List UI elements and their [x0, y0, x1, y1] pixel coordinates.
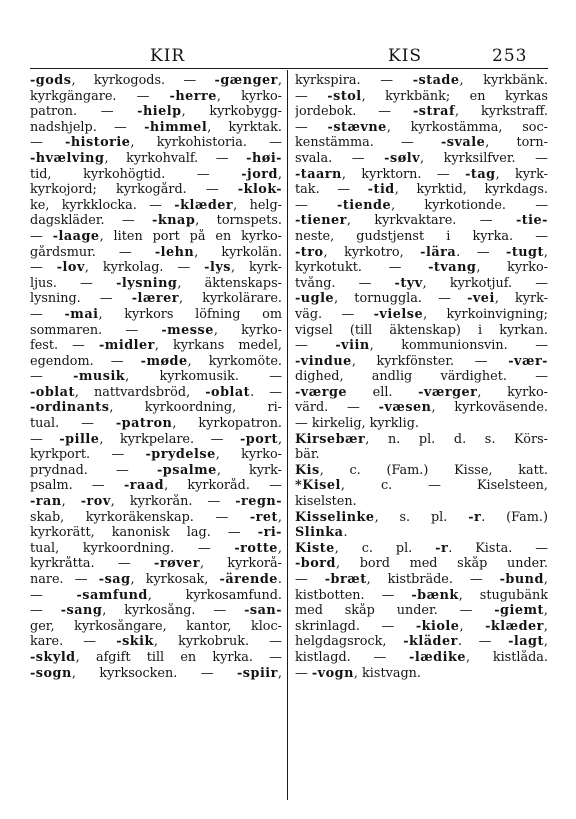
headword: -værger	[418, 384, 478, 400]
entry-line: Kis, c. (Fam.) Kisse, katt.	[295, 462, 548, 478]
headword: -hvælving	[30, 150, 105, 166]
entry-line: — -samfund, kyrkosamfund.	[30, 587, 282, 603]
entry-line: -tiener, kyrkvaktare. — -tie-	[295, 213, 548, 229]
headword: -tiende	[337, 197, 392, 213]
headword: -stævne	[327, 119, 387, 135]
headword: -samfund	[76, 587, 148, 603]
entry-line: kenstämma. — -svale, torn-	[295, 135, 548, 151]
entry-line: nare. — -sag, kyrkosak, -ärende.	[30, 572, 282, 587]
headword: -lædike	[409, 649, 466, 665]
entry-line: fest. — -midler, kyrkans medel,	[30, 338, 282, 354]
headword: Kiste	[295, 540, 335, 556]
headword: -pille	[59, 431, 100, 447]
header-rule	[30, 68, 548, 69]
entry-line: kyrkråtta. — -røver, kyrkorå-	[30, 556, 282, 572]
entry-line: tid, kyrkohögtid. — -jord,	[30, 166, 282, 182]
entry-line: helgdagsrock, -kläder. — -lagt,	[295, 634, 548, 650]
headword: -messe	[161, 322, 214, 338]
headword: -ärende	[219, 572, 278, 587]
entry-line: tual. — -patron, kyrkopatron.	[30, 416, 282, 432]
headword: -knap	[152, 213, 196, 229]
entry-line: — -tiende, kyrkotionde. —	[295, 197, 548, 213]
entry-line: -gods, kyrkogods. — -gænger,	[30, 73, 282, 88]
entry-line: ger, kyrkosångare, kantor, kloc-	[30, 618, 282, 634]
entry-line: -vindue, kyrkfönster. — -vær-	[295, 353, 548, 369]
headword: -svale	[440, 135, 486, 151]
entry-line: — -viin, kommunionsvin. —	[295, 338, 548, 354]
entry-line: skab, kyrkoräkenskap. — -ret,	[30, 509, 282, 525]
headword: -herre	[169, 88, 217, 104]
entry-line: Kisselinke, s. pl. -r. (Fam.)	[295, 509, 548, 525]
headword: -san-	[244, 603, 282, 619]
headword: -væsen	[378, 400, 432, 416]
entry-line: kistbotten. — -bænk, stugubänk	[295, 587, 548, 603]
entry-line: lysning. — -lærer, kyrkolärare.	[30, 291, 282, 307]
entry-line: Kiste, c. pl. -r. Kista. —	[295, 540, 548, 556]
entry-line: — -historie, kyrkohistoria. —	[30, 135, 282, 151]
headword: -høi-	[246, 150, 282, 166]
left-column	[30, 73, 282, 681]
headword: -straf	[412, 104, 455, 120]
entry-line: — -laage, liten port på en kyrko-	[30, 228, 282, 244]
headword: -raad	[123, 478, 165, 494]
entry-line: ljus. — -lysning, äktenskaps-	[30, 275, 282, 291]
headword: Slinka	[295, 525, 344, 541]
headword: *Kisel	[295, 478, 341, 494]
entry-line: kistlagd. — -lædike, kistlåda.	[295, 649, 548, 665]
entry-line: — -mai, kyrkors löfning om	[30, 306, 282, 322]
entry-line: gårdsmur. — -lehn, kyrkolän.	[30, 244, 282, 260]
headword: -bænk	[411, 587, 459, 603]
page-number: 253	[492, 46, 528, 66]
entry-line: värd. — -væsen, kyrkoväsende.	[295, 400, 548, 416]
header-right-guideword: KIS	[388, 46, 423, 66]
entry-line: -ran, -rov, kyrkorån. — -regn-	[30, 494, 282, 510]
headword: -mai	[64, 306, 99, 322]
headword: -ret	[249, 509, 278, 525]
entry-line: -værge ell. -værger, kyrko-	[295, 384, 548, 400]
headword: -lysning	[116, 275, 178, 291]
entry-line: ke, kyrkklocka. — -klæder, helg-	[30, 197, 282, 213]
headword: -rov	[80, 494, 111, 510]
entry-line: kyrkorätt, kanonisk lag. — -ri-	[30, 525, 282, 541]
headword: -bræt	[324, 572, 367, 587]
entry-line: kare. — -skik, kyrkobruk. —	[30, 634, 282, 650]
entry-line: -ordinants, kyrkoordning, ri-	[30, 400, 282, 416]
headword: -skik	[116, 634, 154, 650]
entry-line: kyrkotukt. — -tvang, kyrko-	[295, 260, 548, 276]
headword: -laage	[52, 228, 100, 244]
entry-line: kiselsten.	[295, 494, 357, 510]
headword: -vogn	[311, 665, 354, 681]
headword: -ran	[30, 494, 62, 510]
headword: -sogn	[30, 665, 72, 681]
headword: -jord	[241, 166, 278, 182]
entry-line: vigsel (till äktenskap) i kyrkan.	[295, 322, 548, 338]
headword: -lagt	[508, 634, 544, 650]
headword: -sang	[60, 603, 103, 619]
headword: -tvang	[428, 260, 477, 276]
headword: -tyv	[394, 275, 423, 291]
entry-line: — -pille, kyrkpelare. — -port,	[30, 431, 282, 447]
entry-line: -tro, kyrkotro, -lära. — -tugt,	[295, 244, 548, 260]
entry-line: -oblat, nattvardsbröd, -oblat. —	[30, 384, 282, 400]
headword: -r	[435, 540, 449, 556]
entry-line: neste, gudstjenst i kyrka. —	[295, 228, 548, 244]
headword: -skyld	[30, 649, 76, 665]
headword: -ugle	[295, 291, 335, 307]
headword: -gænger	[214, 73, 278, 88]
entry-line: — -sang, kyrkosång. — -san-	[30, 603, 282, 619]
headword: -ordinants	[30, 400, 110, 416]
entry-line: egendom. — -møde, kyrkomöte.	[30, 353, 282, 369]
headword: -historie	[65, 135, 131, 151]
headword: -bord	[295, 556, 336, 572]
entry-line: svala. — -sølv, kyrksilfver. —	[295, 150, 548, 166]
entry-line: tual, kyrkoordning. — -rotte,	[30, 540, 282, 556]
entry-line: tak. — -tid, kyrktid, kyrkdags.	[295, 182, 548, 198]
entry-line: -taarn, kyrktorn. — -tag, kyrk-	[295, 166, 548, 182]
headword: -vindue	[295, 353, 352, 369]
entry-line: — kirkelig, kyrklig.	[295, 416, 419, 432]
entry-line: -skyld, afgift till en kyrka. —	[30, 649, 282, 665]
headword: -taarn	[295, 166, 342, 182]
entry-line: patron. — -hielp, kyrkobygg-	[30, 104, 282, 120]
entry-line: skrinlagd. — -kiole, -klæder,	[295, 618, 548, 634]
entry-line: med skåp under. — -giemt,	[295, 603, 548, 619]
entry-line: bär.	[295, 447, 320, 463]
entry-line: -hvælving, kyrkohvalf. — -høi-	[30, 150, 282, 166]
entry-line: nadshjelp. — -himmel, kyrktak.	[30, 119, 282, 135]
headword: -vielse	[373, 306, 424, 322]
headword: -rotte	[234, 540, 278, 556]
headword: -tro	[295, 244, 324, 260]
entry-line: dighed, andlig värdighet. —	[295, 369, 548, 385]
headword: -oblat	[30, 384, 75, 400]
headword: -sølv	[384, 150, 421, 166]
entry-line: kyrkspira. — -stade, kyrkbänk.	[295, 73, 548, 88]
headword: -ri-	[257, 525, 282, 541]
entry-line: — -lov, kyrkolag. — -lys, kyrk-	[30, 260, 282, 276]
entry-line: kyrkport. — -prydelse, kyrko-	[30, 447, 282, 463]
entry-line: prydnad. — -psalme, kyrk-	[30, 462, 282, 478]
entry-line: -ugle, tornuggla. — -vei, kyrk-	[295, 291, 548, 307]
headword: -oblat	[205, 384, 251, 400]
headword: -port	[239, 431, 278, 447]
headword: -tid	[367, 182, 395, 198]
entry-line: — -vogn, kistvagn.	[295, 665, 421, 681]
headword: -lov	[56, 260, 85, 276]
entry-line: kyrkojord; kyrkogård. — -klok-	[30, 182, 282, 198]
entry-line: jordebok. — -straf, kyrkstraff.	[295, 104, 548, 120]
entry-line: — -stol, kyrkbänk; en kyrkas	[295, 88, 548, 104]
entry-line: väg. — -vielse, kyrkoinvigning;	[295, 306, 548, 322]
headword: -lära	[420, 244, 457, 260]
entry-line: psalm. — -raad, kyrkoråd. —	[30, 478, 282, 494]
headword: -bund	[499, 572, 544, 587]
headword: -musik	[73, 369, 126, 385]
column-divider	[287, 70, 288, 800]
headword: -regn-	[235, 494, 282, 510]
headword: -gods	[30, 73, 72, 88]
entry-line: — -musik, kyrkomusik. —	[30, 369, 282, 385]
entry-line: — -stævne, kyrkostämma, soc-	[295, 119, 548, 135]
headword: -lys	[204, 260, 231, 276]
entry-line: dagskläder. — -knap, tornspets.	[30, 213, 282, 229]
headword: -vær-	[508, 353, 548, 369]
headword: -tugt	[506, 244, 544, 260]
headword: Kirsebær	[295, 431, 366, 447]
headword: -psalme	[157, 462, 217, 478]
entry-line: — -bræt, kistbräde. — -bund,	[295, 572, 548, 587]
headword: -værge	[295, 384, 348, 400]
headword: -klæder	[174, 197, 234, 213]
entry-line: *Kisel, c. — Kiselsteen,	[295, 478, 548, 494]
headword: -hielp	[137, 104, 182, 120]
headword: -vei	[467, 291, 495, 307]
right-column	[295, 73, 548, 681]
headword: -stade	[412, 73, 460, 88]
entry-line: kyrkgängare. — -herre, kyrko-	[30, 88, 282, 104]
headword: -møde	[140, 353, 188, 369]
headword: -kiole	[415, 618, 460, 634]
headword: -tiener	[295, 213, 347, 229]
headword: -giemt	[494, 603, 544, 619]
headword: -lærer	[131, 291, 180, 307]
headword: -spiir	[236, 665, 278, 681]
headword: -tie-	[515, 213, 548, 229]
running-header	[0, 46, 576, 70]
entry-line: Kirsebær, n. pl. d. s. Körs-	[295, 431, 548, 447]
headword: -r	[468, 509, 482, 525]
header-left-guideword: KIR	[150, 46, 186, 66]
headword: -kläder	[403, 634, 458, 650]
headword: -stol	[327, 88, 362, 104]
headword: -sag	[98, 572, 131, 587]
headword: -midler	[98, 338, 155, 354]
headword: -klæder	[485, 618, 544, 634]
headword: -lehn	[154, 244, 195, 260]
entry-line: -bord, bord med skåp under.	[295, 556, 548, 572]
headword: -tag	[465, 166, 496, 182]
headword: -klok-	[237, 182, 282, 198]
headword: Kisselinke	[295, 509, 375, 525]
headword: -prydelse	[145, 447, 216, 463]
entry-line: Slinka.	[295, 525, 348, 541]
headword: Kis	[295, 462, 320, 478]
entry-line: -sogn, kyrksocken. — -spiir,	[30, 665, 282, 681]
headword: -himmel	[144, 119, 208, 135]
entry-line: sommaren. — -messe, kyrko-	[30, 322, 282, 338]
entry-line: tvång. — -tyv, kyrkotjuf. —	[295, 275, 548, 291]
headword: -patron	[115, 416, 173, 432]
headword: -viin	[335, 338, 370, 354]
headword: -røver	[154, 556, 200, 572]
